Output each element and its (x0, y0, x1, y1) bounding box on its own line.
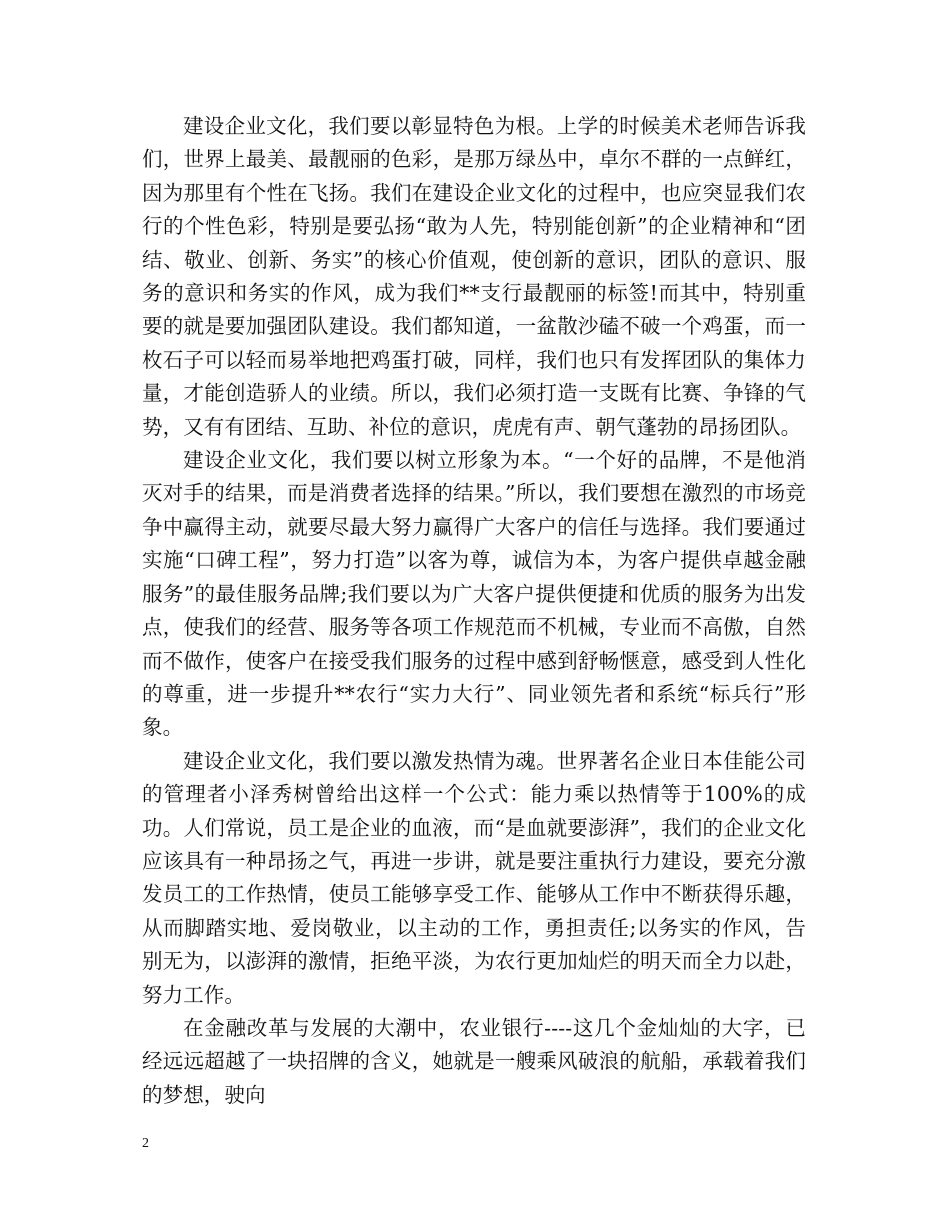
document-body (142, 110, 806, 1112)
paragraph-4: 在金融改革与发展的大潮中，农业银行----这几个金灿灿的大字，已经远远超越了一块招牌的含义，她就是一艘乘风破浪的航船，承载着我们的梦想，驶向 (142, 1015, 806, 1107)
page-number: 2 (142, 1136, 149, 1151)
paragraph-1: 建设企业文化，我们要以彰显特色为根。上学的时候美术老师告诉我们，世界上最美、最靓丽的色彩，是那万绿丛中，卓尔不群的一点鲜红，因为那里有个性在飞扬。我们在建设企业文化的过程中，也应突显我们农行的个性色彩，特别是要弘扬“敢为人先，特别能创新”的企业精神和“团结、敬业、创新、务实”的核心价值观，使创新的意识，团队的意识、服务的意识和务实的作风，成为我们**支行最靓丽的标签!而其中，特别重要的就是要加强团队建设。我们都知道，一盆散沙磕不破一个鸡蛋，而一枚石子可以轻而易举地把鸡蛋打破，同样，我们也只有发挥团队的集体力量，才能创造骄人的业绩。所以，我们必须打造一支既有比赛、争锋的气势，又有有团结、互助、补位的意识，虎虎有声、朝气蓬勃的昂扬团队。 (142, 114, 806, 439)
paragraph-3: 建设企业文化，我们要以激发热情为魂。世界著名企业日本佳能公司的管理者小泽秀树曾给出这样一个公式：能力乘以热情等于100%的成功。人们常说，员工是企业的血液，而“是血就要澎湃”，我们的企业文化应该具有一种昂扬之气，再进一步讲，就是要注重执行力建设，要充分激发员工的工作热情，使员工能够享受工作、能够从工作中不断获得乐趣，从而脚踏实地、爱岗敬业，以主动的工作，勇担责任;以务实的作风，告别无为，以澎湃的激情，拒绝平淡，为农行更加灿烂的明天而全力以赴，努力工作。 (142, 748, 806, 1007)
paragraph-2: 建设企业文化，我们要以树立形象为本。“一个好的品牌，不是他消灭对手的结果，而是消费者选择的结果。”所以，我们要想在激烈的市场竞争中赢得主动，就要尽最大努力赢得广大客户的信任与选择。我们要通过实施“口碑工程”，努力打造”以客为尊，诚信为本，为客户提供卓越金融服务”的最佳服务品牌;我们要以为广大客户提供便捷和优质的服务为出发点，使我们的经营、服务等各项工作规范而不机械，专业而不高傲，自然而不做作，使客户在接受我们服务的过程中感到舒畅惬意，感受到人性化的尊重，进一步提升**农行“实力大行”、同业领先者和系统“标兵行”形象。 (142, 448, 806, 740)
